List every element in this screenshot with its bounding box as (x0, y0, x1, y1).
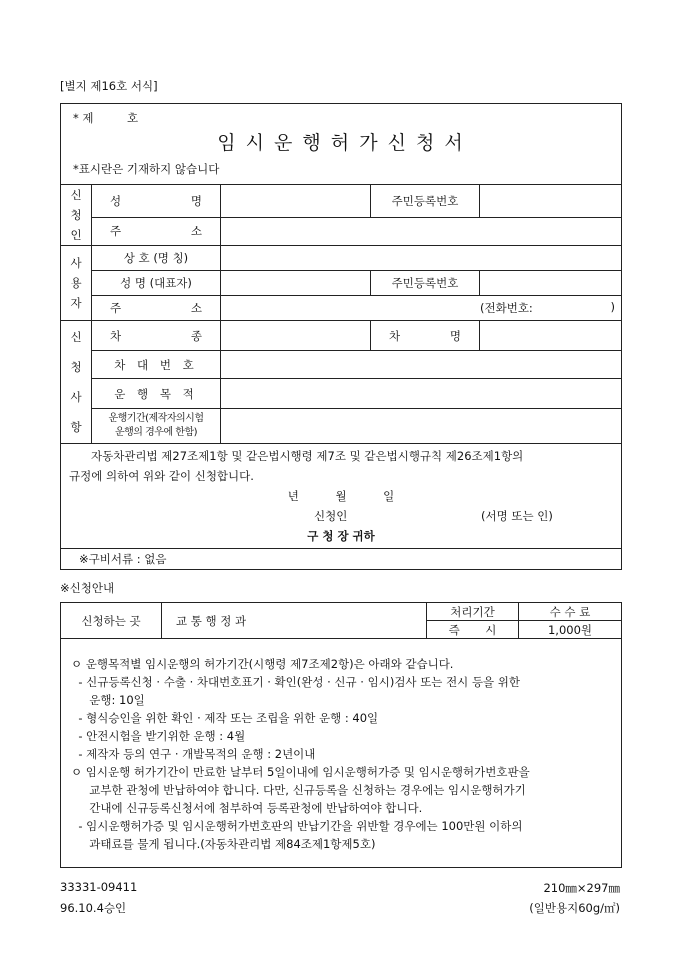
approval: 96.10.4승인 (60, 901, 127, 915)
car-type-field[interactable] (221, 321, 371, 351)
vin-field[interactable] (221, 351, 622, 379)
name-label: 성 명 (92, 185, 221, 218)
fee-value: 1,000원 (519, 621, 622, 639)
period-label: 처리기간 (427, 603, 519, 621)
paper-type: (일반용지60g/㎡) (529, 901, 620, 915)
address-label: 주 소 (92, 217, 221, 245)
rep-label: 성 명 (대표자) (92, 271, 221, 296)
paper-size: 210㎜×297㎜ (543, 881, 620, 895)
period-field[interactable] (221, 409, 622, 444)
user-address-field[interactable] (221, 296, 622, 321)
form-code: 33331-09411 (60, 880, 138, 894)
request-group: 신 청 사 항 (61, 321, 92, 444)
car-type-label: 차 종 (92, 321, 221, 351)
address-field[interactable] (221, 217, 622, 245)
name-field[interactable] (221, 185, 371, 218)
purpose-label: 운 행 목 적 (92, 379, 221, 409)
user-group: 사 용 자 (61, 246, 92, 321)
rep-field[interactable] (221, 271, 371, 296)
number-label: * 제 (73, 111, 94, 125)
rrn-field[interactable] (480, 185, 622, 218)
company-field[interactable] (221, 246, 622, 271)
period-value: 즉 시 (427, 621, 519, 639)
guide-items: ㅇ 운행목적별 임시운행의 허가기간(시행령 제7조제2항)은 아래와 같습니다. - 신규등록신청 · 수출 · 차대번호표기 · 확인(완성 · 신규 · 임시)검사 또는 전시 등을 위한 운행: 10일 - 형식승인을 위한 확인 · 제작 또는 조립을 위한 운행 : 40일 - 안전시험을 받기위한 운행 : 4월 - 제작자 등의 연구 · 개발목적의 운행 : 2년이내 ㅇ 임시운행 허가기간이 만료한 날부터 5일이내에 임시운행허가증 및 임시운행허가번호판을 교부한 관청에 반납하여야 합니다. 다만, 신규등록을 신청하는 경우에는 임시운행허가기 간내에 신규등록신청서에 첨부하여 등록관청에 반납하여야 합니다. - 임시운행허가증 및 임시운행허가번호판의 반납기간을 위반할 경우에는 100만원 이하의 과태료를 물게 됩니다.(자동차관리법 제84조제1항제5호) (71, 657, 530, 851)
phone-label: (전화번호: (480, 301, 533, 315)
phone-end: ) (610, 300, 615, 314)
where-value: 교 통 행 정 과 (162, 603, 427, 639)
where-label: 신청하는 곳 (61, 603, 162, 639)
date-line: 년 월 일 (287, 489, 395, 503)
car-name-field[interactable] (480, 321, 622, 351)
addressee: 구 청 장 귀하 (307, 529, 375, 543)
statement: 자동차관리법 제27조제1항 및 같은법시행령 제7조 및 같은법시행규칙 제26조제1항의 규정에 의하여 위와 같이 신청합니다. 년 월 일 신청인 (서명 또는 인) 구 청 장 귀하 (61, 444, 622, 549)
fee-label: 수 수 료 (519, 603, 622, 621)
form-header (61, 104, 621, 184)
car-name-label: 차 명 (371, 321, 480, 351)
form-reference: [별지 제16호 서식] (60, 79, 158, 93)
number-suffix: 호 (127, 111, 139, 125)
user-address-label: 주 소 (92, 296, 221, 321)
rrn-label: 주민등록번호 (371, 185, 480, 218)
applicant-group: 신 청 인 (61, 185, 92, 246)
period-label: 운행기간(제작자의시험 운행의 경우에 한함) (92, 409, 221, 444)
purpose-field[interactable] (221, 379, 622, 409)
guide-title: ※신청안내 (60, 581, 115, 595)
attachments: ※구비서류 : 없음 (61, 549, 622, 570)
user-rrn-field[interactable] (480, 271, 622, 296)
vin-label: 차 대 번 호 (92, 351, 221, 379)
user-rrn-label: 주민등록번호 (371, 271, 480, 296)
guide-box (60, 602, 622, 868)
page-title: 임 시 운 행 허 가 신 청 서 (217, 132, 465, 154)
footer (60, 880, 620, 924)
company-label: 상 호 (명 칭) (92, 246, 221, 271)
page (60, 78, 622, 924)
application-form (60, 103, 622, 570)
note: *표시란은 기재하지 않습니다 (73, 162, 220, 176)
